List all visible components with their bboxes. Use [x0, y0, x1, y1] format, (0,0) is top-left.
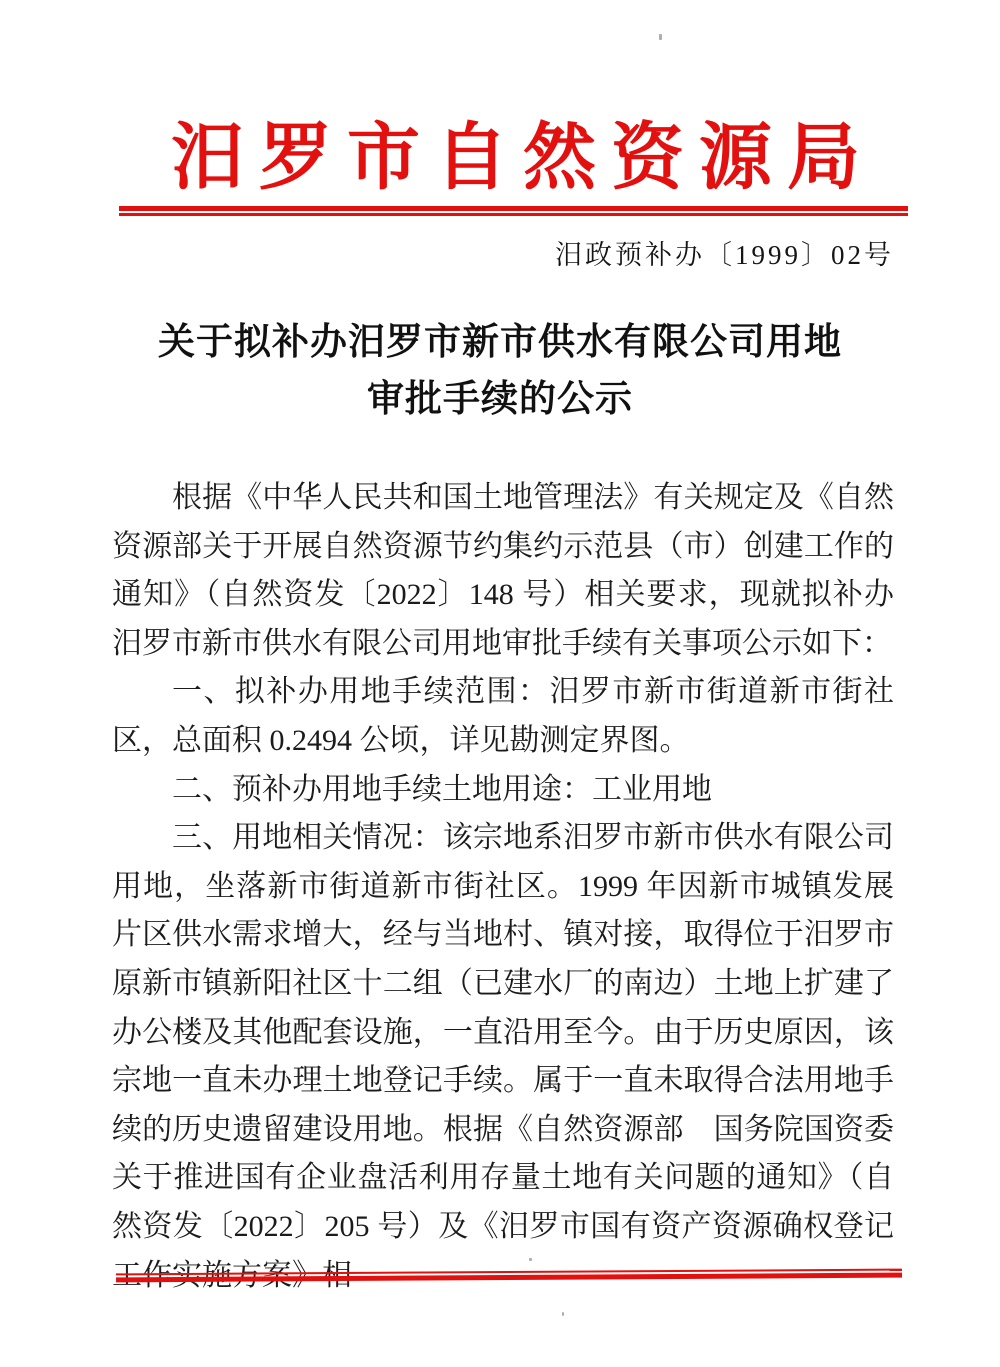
body-paragraph: 三、用地相关情况：该宗地系汨罗市新市供水有限公司用地，坐落新市街道新市街社区。1999 年因新市城镇发展片区供水需求增大，经与当地村、镇对接，取得位于汨罗市原新市镇新阳社区十二组（已建水厂的南边）土地上扩建了办公楼及其他配套设施，一直沿用至今。由于历史原因，该宗地一直未办理土地登记手续。属于一直未取得合法用地手续的历史遗留建设用地。根据《自然资源部 国务院国资委关于推进国有企业盘活利用存量土地有关问题的通知》（自然资发〔2022〕205 号）及《汨罗市国有资产资源确权登记工作实施方案》相	[112, 821, 894, 1292]
document-number: 汨政预补办〔1999〕02号	[555, 240, 894, 270]
scan-speck	[529, 1258, 532, 1261]
document-title	[0, 314, 1000, 428]
body-paragraph: 根据《中华人民共和国土地管理法》有关规定及《自然资源部关于开展自然资源节约集约示范县（市）创建工作的通知》（自然资发〔2022〕148 号）相关要求，现就拟补办汨罗市新市供水有限公司用地审批手续有关事项公示如下：	[112, 481, 894, 660]
body-paragraph: 一、拟补办用地手续范围：汨罗市新市街道新市街社区，总面积 0.2494 公顷，详见勘测定界图。	[112, 675, 894, 757]
letterhead-org-name: 汨罗市自然资源局	[171, 117, 875, 198]
document-body	[112, 474, 894, 1300]
scan-speck	[659, 34, 662, 40]
document-title-line2: 审批手续的公示	[367, 379, 633, 420]
document-title-line1: 关于拟补办汨罗市新市供水有限公司用地	[158, 322, 842, 363]
scan-speck	[562, 1312, 564, 1316]
body-paragraph: 二、预补办用地手续土地用途：工业用地	[172, 772, 712, 806]
letterhead-double-rule	[119, 206, 908, 216]
